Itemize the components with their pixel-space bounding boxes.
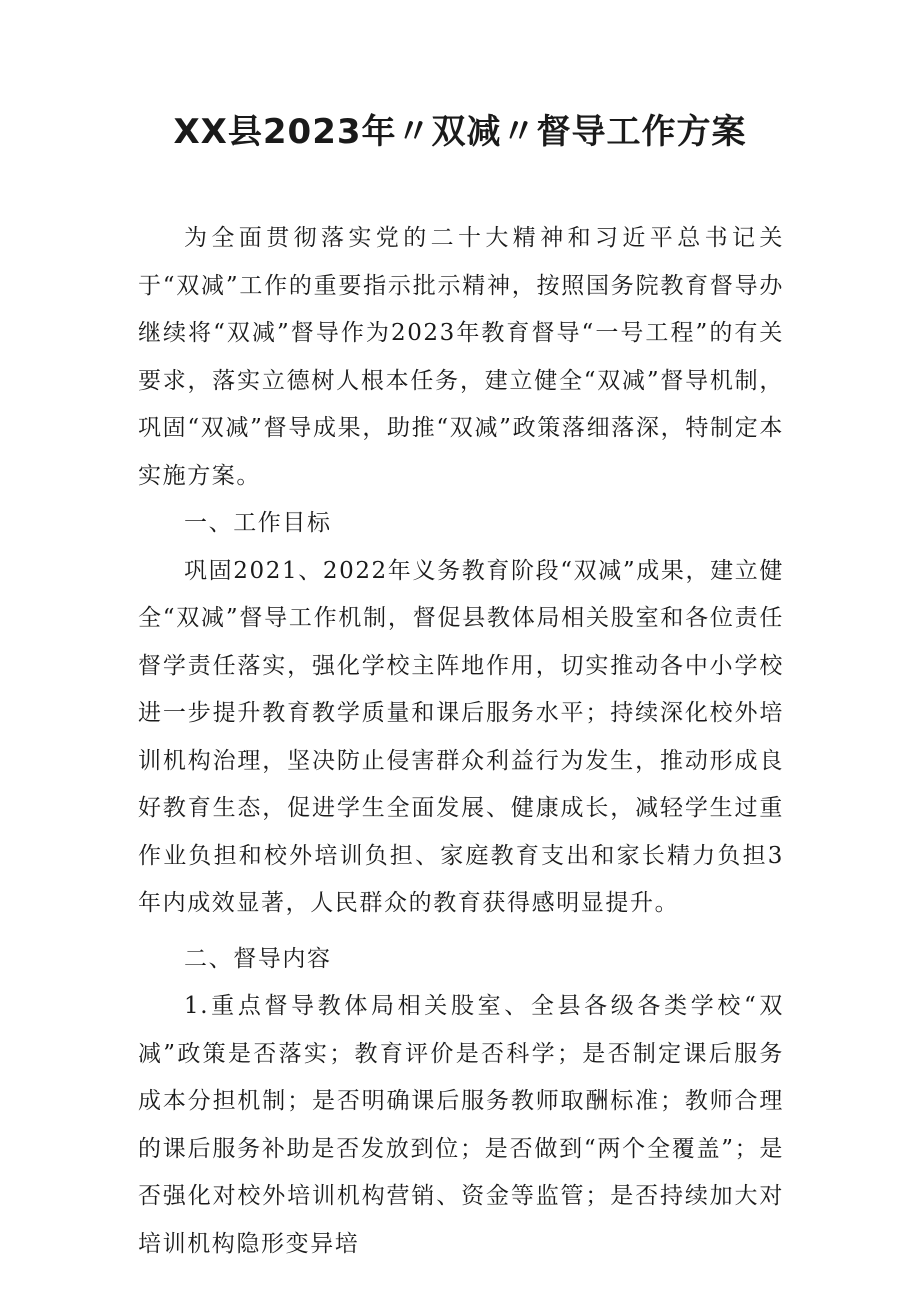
document-title: XX县2023年〃双减〃督导工作方案 [173,112,747,152]
section-heading-goals: 一、工作目标 [184,510,332,536]
section-spacer [138,928,784,936]
section-heading-content: 二、督导内容 [184,945,332,972]
intro-paragraph: 为全面贯彻落实党的二十大精神和习近平总书记关于“双减”工作的重要指示批示精神，按照国务院教育督导办继续将“双减”督导作为2023年教育督导“一号工程”的有关要求，落实立德树人根本任务，建立健全“双减”督导机制，巩固“双减”督导成果，助推“双减”政策落细落深，特制定本实施方案。 [138,225,784,489]
content-item-1: 1.重点督导教体局相关股室、全县各级各类学校“双减”政策是否落实；教育评价是否科学；是否制定课后服务成本分担机制；是否明确课后服务教师取酬标准；教师合理的课后服务补助是否发放到位；是否做到“两个全覆盖”；是否强化对校外培训机构营销、资金等监管；是否持续加大对培训机构隐形变异培 [138,993,784,1257]
goals-paragraph: 巩固2021、2022年义务教育阶段“双减”成果，建立健全“双减”督导工作机制，督促县教体局相关股室和各位责任督学责任落实，强化学校主阵地作用，切实推动各中小学校进一步提升教育教学质量和课后服务水平；持续深化校外培训机构治理，坚决防止侵害群众利益行为发生，推动形成良好教育生态，促进学生全面发展、健康成长，减轻学生过重作业负担和校外培训负担、家庭教育支出和家长精力负担3年内成效显著，人民群众的教育获得感明显提升。 [138,557,784,916]
document-body [138,215,784,1268]
